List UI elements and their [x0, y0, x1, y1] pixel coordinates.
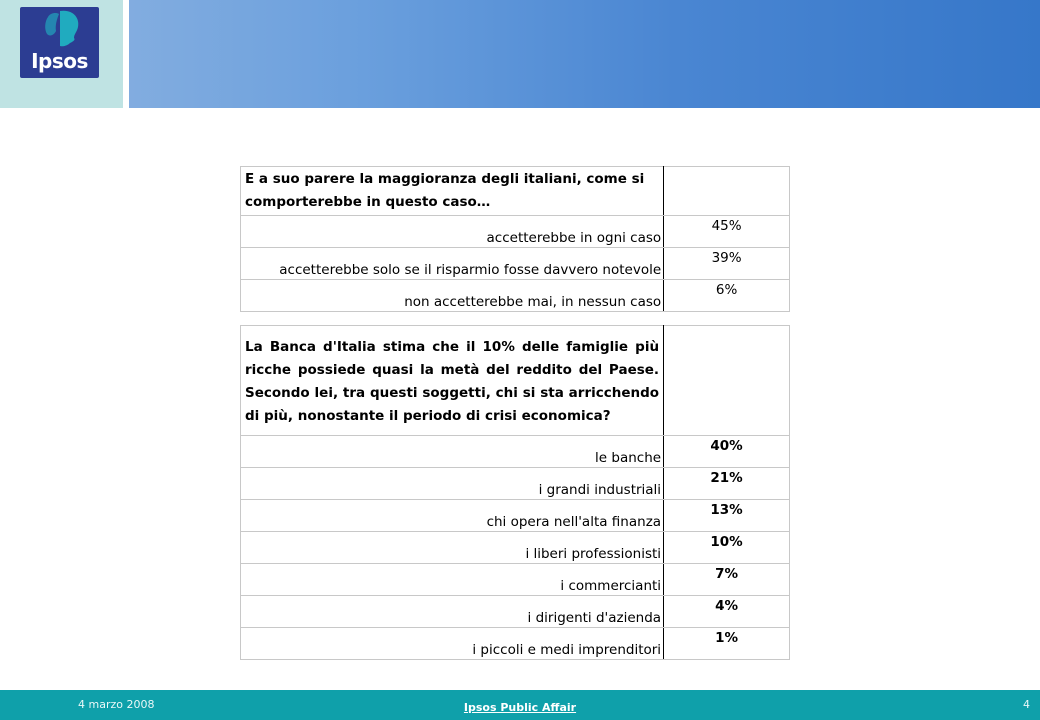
answer-value: 45%: [664, 216, 790, 248]
empty-value-cell: [664, 326, 790, 436]
answer-value: 1%: [664, 628, 790, 660]
answer-value: 10%: [664, 532, 790, 564]
logo-wordmark: Ipsos: [31, 49, 88, 73]
table-row: [241, 500, 790, 532]
question-cell: La Banca d'Italia stima che il 10% delle famiglie più ricche possiede quasi la metà del reddito del Paese. Secondo lei, tra questi soggetti, chi si sta arricchendo di più, nonostante il periodo di crisi economica?: [241, 326, 664, 436]
question-cell: E a suo parere la maggioranza degli italiani, come si comporterebbe in questo caso…: [241, 167, 664, 216]
answer-value: 6%: [664, 280, 790, 312]
table-row: [241, 216, 790, 248]
answer-label: i dirigenti d'azienda: [241, 596, 664, 628]
empty-value-cell: [664, 167, 790, 216]
footer-date: 4 marzo 2008: [78, 698, 155, 711]
header-divider: [123, 0, 129, 108]
ipsos-logo: [20, 7, 99, 78]
answer-value: 13%: [664, 500, 790, 532]
answer-label: i piccoli e medi imprenditori: [241, 628, 664, 660]
answer-value: 39%: [664, 248, 790, 280]
answer-label: accetterebbe in ogni caso: [241, 216, 664, 248]
survey-table-2: [240, 325, 790, 660]
header-band: [0, 0, 1040, 108]
table-row: [241, 436, 790, 468]
answer-value: 40%: [664, 436, 790, 468]
table-row: [241, 564, 790, 596]
answer-label: i liberi professionisti: [241, 532, 664, 564]
answer-label: chi opera nell'alta finanza: [241, 500, 664, 532]
answer-value: 4%: [664, 596, 790, 628]
table-row: [241, 628, 790, 660]
answer-label: non accetterebbe mai, in nessun caso: [241, 280, 664, 312]
answer-value: 21%: [664, 468, 790, 500]
logo-panel: [0, 0, 123, 108]
answer-label: i commercianti: [241, 564, 664, 596]
table-row: [241, 596, 790, 628]
table-row: [241, 280, 790, 312]
footer-company-link[interactable]: Ipsos Public Affair: [463, 701, 577, 714]
table-row: [241, 532, 790, 564]
table-row: [241, 468, 790, 500]
answer-label: accetterebbe solo se il risparmio fosse davvero notevole: [241, 248, 664, 280]
table-row: [241, 248, 790, 280]
answer-label: i grandi industriali: [241, 468, 664, 500]
survey-table-1: [240, 166, 790, 312]
answer-value: 7%: [664, 564, 790, 596]
answer-label: le banche: [241, 436, 664, 468]
footer-bar: [0, 690, 1040, 720]
page-number: 4: [1023, 698, 1030, 711]
